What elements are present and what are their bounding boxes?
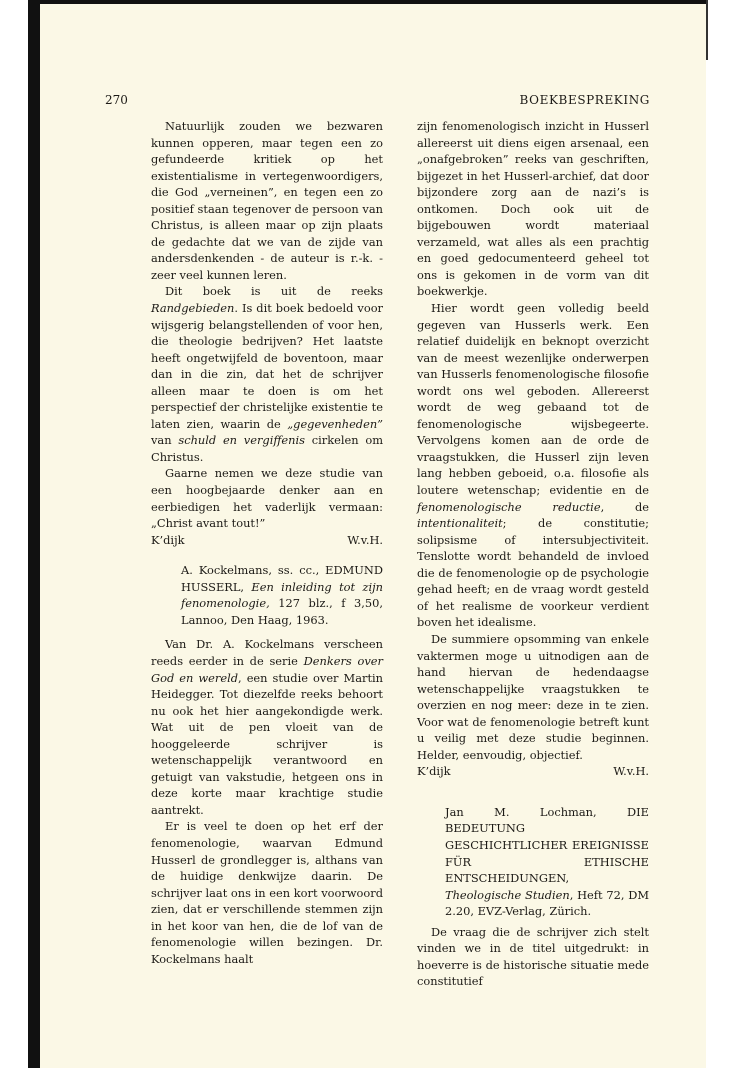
paragraph: De summiere opsomming van enkele vaktermen moge u uitnodigen aan de hand hiervan de hedendaagse wetenschappelijke vraagstukken te overzien en nog meer: deze in te zien. Voor wat de fenomenologie betreft kunt u veilig met deze studie beginnen. Helder, eenvoudig, objectief. <box>417 631 649 762</box>
signature-initials: W.v.H. <box>613 764 649 779</box>
paragraph: Hier wordt geen volledig beeld gegeven van Husserls werk. Een relatief duidelijk en beknopt overzicht van de meest wezenlijke onderwerpen van Husserls fenomenologische filosofie wordt ons wel geboden. Allereerst wordt de weg gebaand tot de fenomenologische wijsbegeerte. Vervolgens komen aan de orde de vraagstukken, die Husserl zijn leven lang hebben geboeid, o.a. filosofie als loutere wetenschap; evidentie en de fenomenologische reductie, de intentionaliteit; de constitutie; solipsisme of intersubjectiviteit. Tenslotte wordt behandeld de invloed die de fenomenologie op de psychologie gehad heeft; en de vraag wordt gesteld of het realisme de voorkeur verdient boven het idealisme. <box>417 301 649 630</box>
paragraph: De vraag die de schrijver zich stelt vinden we in de titel uitgedrukt: in hoeverre is de historische situatie mede constitutief <box>417 924 649 989</box>
paragraph: Dit boek is uit de reeks Randgebieden. Is dit boek bedoeld voor wijsgerig belangstellenden of voor hen, die theologie bedrijven? Het laatste heeft ongetwijfeld de boventoon, maar dan in die zin, dat het de schrijver alleen maar te doen is om het perspectief der christelijke existentie te laten zien, waarin de „gegevenheden” van schuld en vergiffenis cirkelen om Christus. <box>151 284 384 464</box>
right-column <box>417 118 649 990</box>
scan-edge-left <box>28 0 40 1068</box>
signature-line <box>151 532 383 549</box>
left-column <box>151 118 383 967</box>
book-reference: A. Kockelmans, ss. cc., EDMUND HUSSERL, Een inleiding tot zijn fenomenologie, 127 blz., f 3,50, Lannoo, Den Haag, 1963. <box>181 563 383 627</box>
signature-line <box>417 763 649 780</box>
signature-initials: W.v.H. <box>347 532 383 547</box>
signature-place: K’dijk <box>151 532 185 547</box>
paragraph: Natuurlijk zouden we bezwaren kunnen opperen, maar tegen een zo gefundeerde kritiek op het existentialisme in vertegenwoordigers, die God „verneinen”, en tegen een zo positief staan tegenover de persoon van Christus, is alleen maar op zijn plaats de gedachte dat we van de zijde van andersdenkenden - de auteur is r.-k. - zeer veel kunnen leren. <box>151 119 383 282</box>
scan-edge-right <box>706 0 708 60</box>
signature-place: K’dijk <box>417 764 451 779</box>
book-reference: Jan M. Lochman, DIE BEDEUTUNG GESCHICHTLICHER EREIGNISSE FÜR ETHISCHE ENTSCHEIDUNGEN, Theologische Studien, Heft 72, DM 2.20, EVZ-Verlag, Zürich. <box>445 804 649 919</box>
paragraph: Van Dr. A. Kockelmans verscheen reeds eerder in de serie Denkers over God en wereld, een studie over Martin Heidegger. Tot diezelfde reeks behoort nu ook het hier aangekondigde werk. Wat uit de pen vloeit van de hooggeleerde schrijver is wetenschappelijk verantwoord en getuigt van vakstudie, hetgeen ons in deze korte maar krachtige studie aantrekt. <box>151 637 383 817</box>
page-number: 270 <box>105 93 128 107</box>
paragraph: Gaarne nemen we deze studie van een hoogbejaarde denker aan en eerbiedigen het vaderlijk vermaan: „Christ avant tout!” <box>151 466 383 531</box>
running-title: BOEKBESPREKING <box>519 93 650 107</box>
paragraph: Er is veel te doen op het erf der fenomenologie, waarvan Edmund Husserl de grondlegger is, althans van de huidige denkwijze daarin. De schrijver laat ons in een kort voorwoord zien, dat er verschillende stemmen zijn in het koor van hen, die de lof van de fenomenologie willen bezingen. Dr. Kockelmans haalt <box>151 819 383 966</box>
paragraph: zijn fenomenologisch inzicht in Husserl allereerst uit diens eigen arsenaal, een „onafgebroken” reeks van geschriften, bijgezet in het Husserl-archief, dat door bijzondere zorg aan de nazi’s is ontkomen. Doch ook uit de bijgebouwen wordt materiaal verzameld, wat alles als een prachtig en goed gedocumenteerd geheel tot ons is gekomen in de vorm van dit boekwerkje. <box>417 119 649 299</box>
